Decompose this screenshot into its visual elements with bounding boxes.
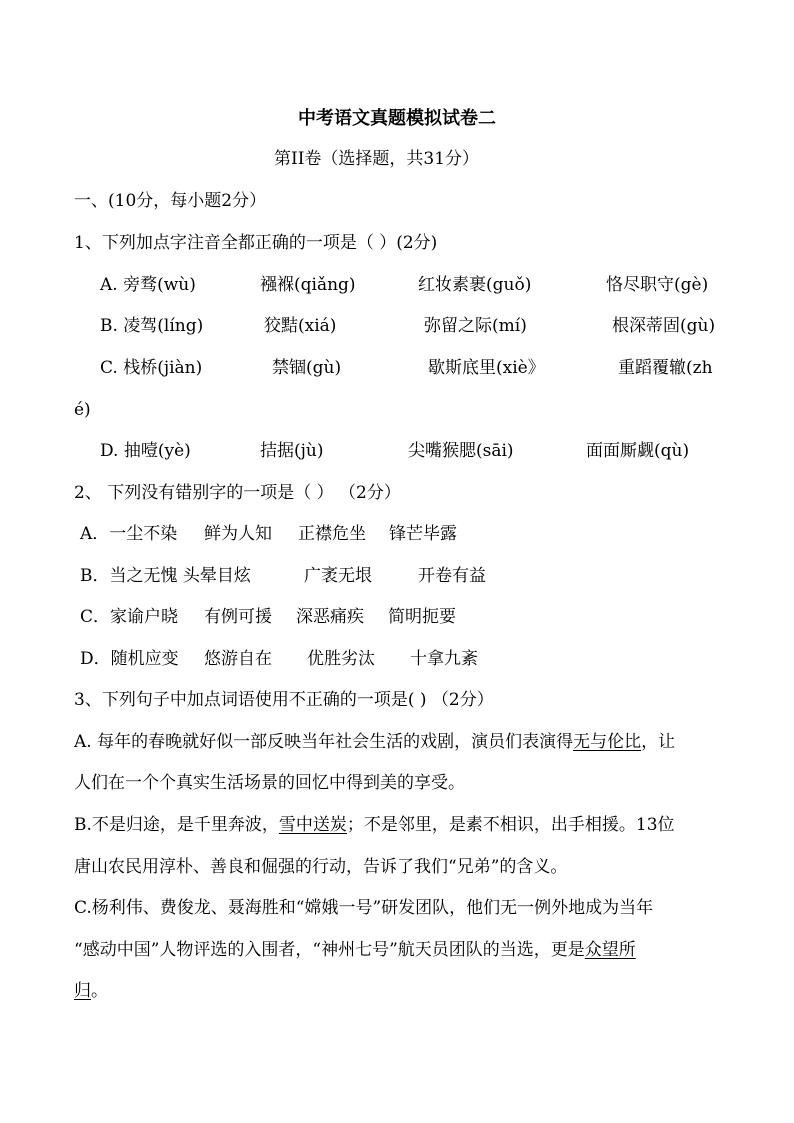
q1-option-c-1: C. 栈桥(jiàn) bbox=[100, 358, 203, 378]
q2-option-d-4: 十拿九紊 bbox=[410, 649, 478, 669]
q1-option-d-2: 拮据(jù) bbox=[260, 441, 324, 461]
q3-c-text: “感动中国”人物评选的入围者，“神州七号”航天员团队的当选，更是 bbox=[74, 940, 585, 960]
q2-option-b-2: 广袤无垠 bbox=[304, 566, 372, 586]
q3-option-c-line3 bbox=[74, 979, 108, 1003]
q3-a-text: A. 每年的春晚就好似一部反映当年社会生活的戏剧，演员们表演得 bbox=[74, 732, 574, 752]
q3-option-a-line2: 人们在一个个真实生活场景的回忆中得到美的享受。 bbox=[74, 773, 465, 793]
q3-b-underlined-term: 雪中送炭 bbox=[278, 815, 347, 835]
q1-option-c-2: 禁锢(gù) bbox=[272, 358, 342, 378]
q3-option-a-line1 bbox=[74, 730, 675, 754]
q1-option-b-3: 弥留之际(mí) bbox=[424, 316, 527, 336]
q1-option-b-1: B. 凌驾(líng) bbox=[100, 316, 204, 336]
q1-option-c-continued: é) bbox=[74, 400, 91, 420]
q1-option-a-2: 襁褓(qiǎng) bbox=[260, 275, 356, 295]
q2-option-c-3: 深恶痛疾 bbox=[296, 607, 364, 627]
q3-c-text-end: 。 bbox=[91, 981, 108, 1001]
q3-option-c-line1: C.杨利伟、费俊龙、聂海胜和“嫦娥一号”研发团队，他们无一例外地成为当年 bbox=[74, 898, 654, 918]
section-heading: 一、(10分，每小题2分） bbox=[74, 191, 267, 211]
q1-option-b-2: 狡黠(xiá) bbox=[264, 316, 337, 336]
q2-option-a-3: 正襟危坐 bbox=[298, 524, 366, 544]
q1-option-a-1: A. 旁骛(wù) bbox=[100, 275, 196, 295]
q1-option-b-4: 根深蒂固(gù) bbox=[612, 316, 716, 336]
q3-option-b-line2: 唐山农民用淳朴、善良和倔强的行动，告诉了我们“兄弟”的含义。 bbox=[74, 857, 568, 877]
q2-option-c-4: 简明扼要 bbox=[388, 607, 456, 627]
q2-option-d-2: 悠游自在 bbox=[204, 649, 272, 669]
q3-option-c-line2 bbox=[74, 938, 636, 962]
q1-option-d-4: 面面厮觑(qù) bbox=[586, 441, 690, 461]
q3-a-text-end: ，让 bbox=[641, 732, 676, 752]
q1-option-d-3: 尖嘴猴腮(sāi) bbox=[408, 441, 514, 461]
exam-subtitle: 第II卷（选择题，共31分） bbox=[274, 149, 480, 169]
q2-option-a-4: 锋芒毕露 bbox=[389, 524, 457, 544]
exam-title: 中考语文真题模拟试卷二 bbox=[298, 108, 496, 129]
q1-option-d-1: D. 抽噎(yè) bbox=[100, 441, 191, 461]
q3-a-underlined-term: 无与伦比 bbox=[573, 732, 642, 752]
q1-option-a-3: 红妆素裹(guǒ) bbox=[418, 275, 532, 295]
q2-option-d-3: 优胜劣汰 bbox=[307, 649, 375, 669]
q3-c-underlined-term: 众望所 bbox=[584, 940, 636, 960]
q2-option-c-1: C．家谕户晓 bbox=[80, 607, 179, 627]
q2-option-a-1: A．一尘不染 bbox=[80, 524, 178, 544]
q1-stem: 1、下列加点字注音全都正确的一项是（ ）(2分) bbox=[74, 233, 438, 253]
q1-option-c-3: 歇斯底里(xiè》 bbox=[428, 358, 545, 378]
q1-option-a-4: 恪尽职守(gè) bbox=[606, 275, 709, 295]
q3-b-text: B.不是归途，是千里奔波， bbox=[74, 815, 279, 835]
q3-c-underlined-term-end: 归 bbox=[74, 981, 91, 1001]
q2-option-d-1: D．随机应变 bbox=[80, 649, 179, 669]
q2-option-b-3: 开卷有益 bbox=[418, 566, 486, 586]
q2-stem: 2、 下列没有错别字的一项是（ ） （2分） bbox=[74, 483, 401, 503]
q2-option-b-1: B．当之无愧 头晕目炫 bbox=[80, 566, 251, 586]
q3-stem: 3、下列句子中加点词语使用不正确的一项是( ) （2分） bbox=[74, 690, 494, 710]
q3-option-b-line1 bbox=[74, 813, 675, 837]
q2-option-c-2: 有例可援 bbox=[204, 607, 272, 627]
q2-option-a-2: 鲜为人知 bbox=[204, 524, 272, 544]
q3-b-text-end: ；不是邻里，是素不相识，出手相援。13位 bbox=[346, 815, 675, 835]
q1-option-c-4: 重蹈覆辙(zh bbox=[618, 358, 713, 378]
